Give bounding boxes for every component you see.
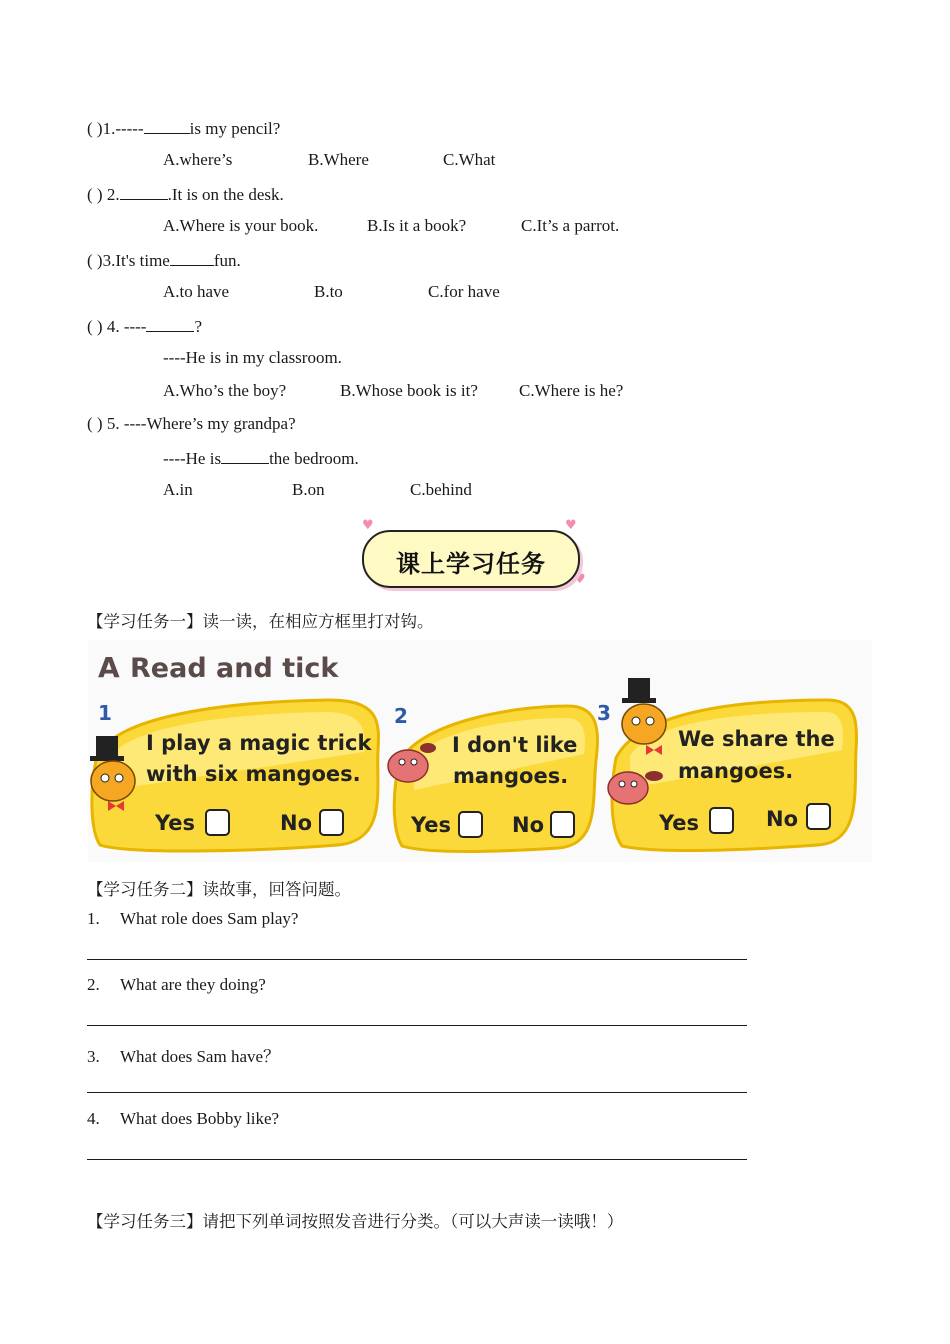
no-label: No [512, 813, 545, 837]
yes-label: Yes [659, 811, 700, 835]
dialogue-line: ----He is [163, 449, 222, 468]
fill-blank[interactable] [221, 447, 269, 464]
yes-label: Yes [155, 811, 196, 835]
heart-icon: ♥ [574, 572, 586, 587]
no-label: No [280, 811, 313, 835]
option-c[interactable]: C.It’s a parrot. [521, 216, 620, 235]
heart-icon: ♥ [565, 518, 577, 533]
task2-question-2 [87, 975, 266, 995]
task2-question-4 [87, 1109, 279, 1129]
read-and-tick-illustration [88, 640, 872, 862]
dialogue-line: ----He is in my classroom. [163, 348, 342, 367]
yes-checkbox[interactable] [206, 810, 229, 835]
answer-line[interactable] [87, 959, 747, 960]
question-stem-end: is my pencil? [189, 119, 281, 138]
panel-number: 3 [597, 701, 611, 725]
option-b[interactable]: B.Whose book is it? [340, 381, 478, 400]
no-checkbox[interactable] [807, 804, 830, 829]
answer-line[interactable] [87, 1025, 747, 1026]
section-badge [362, 530, 580, 588]
option-b[interactable]: B.to [314, 282, 343, 301]
option-b[interactable]: B.Where [308, 150, 369, 169]
panel-line2: mangoes. [678, 759, 794, 783]
answer-paren[interactable]: ( ) [87, 119, 103, 138]
yes-checkbox[interactable] [459, 812, 482, 837]
option-b[interactable]: B.on [292, 480, 325, 499]
task2-heading: 【学习任务二】读故事，回答问题。 [87, 880, 351, 899]
question-text: What does Sam have？ [120, 1047, 281, 1066]
option-c[interactable]: C.behind [410, 480, 472, 499]
question-number: 3. [87, 1047, 100, 1066]
option-a[interactable]: A.in [163, 480, 193, 499]
answer-line[interactable] [87, 1159, 747, 1160]
question-number: 4. [87, 1109, 100, 1128]
heart-icon: ♥ [362, 518, 374, 533]
question-text: What role does Sam play? [120, 909, 299, 928]
fill-blank[interactable] [146, 315, 194, 332]
option-a[interactable]: A.Who’s the boy? [163, 381, 287, 400]
question-stem-end: .It is on the desk. [167, 185, 284, 204]
question-text: What are they doing? [120, 975, 266, 994]
answer-paren[interactable]: ( ) [87, 251, 103, 270]
answer-line[interactable] [87, 1092, 747, 1093]
fill-blank[interactable] [144, 117, 190, 134]
task1-heading: 【学习任务一】读一读，在相应方框里打对钩。 [87, 612, 434, 631]
task2-question-1 [87, 909, 298, 929]
option-c[interactable]: C.What [443, 150, 496, 169]
question-stem-end: fun. [213, 251, 241, 270]
answer-paren[interactable]: ( ) [87, 414, 103, 433]
fill-blank[interactable] [120, 183, 168, 200]
panel-number: 1 [98, 701, 112, 725]
question-stem: 4. ---- [102, 317, 147, 336]
question-stem: 5. ----Where’s my grandpa? [102, 414, 296, 433]
question-stem: 3.It's time [102, 251, 170, 270]
answer-paren[interactable]: ( ) [87, 317, 103, 336]
question-text: What does Bobby like? [120, 1109, 280, 1128]
panel-line2: mangoes. [453, 764, 569, 788]
option-a[interactable]: A.to have [163, 282, 230, 301]
no-checkbox[interactable] [551, 812, 574, 837]
panel-line1: I don't like [452, 733, 578, 757]
panel-line1: I play a magic trick [146, 731, 372, 755]
task3-heading: 【学习任务三】请把下列单词按照发音进行分类。（可以大声读一读哦！） [87, 1212, 624, 1231]
question-stem: 2. [102, 185, 120, 204]
no-checkbox[interactable] [320, 810, 343, 835]
option-b[interactable]: B.Is it a book? [367, 216, 467, 235]
panel-line1: We share the [678, 727, 835, 751]
answer-paren[interactable]: ( ) [87, 185, 103, 204]
question-stem-end: ? [194, 317, 203, 336]
no-label: No [766, 807, 799, 831]
option-c[interactable]: C.for have [428, 282, 500, 301]
question-number: 2. [87, 975, 100, 994]
option-c[interactable]: C.Where is he? [519, 381, 624, 400]
fill-blank[interactable] [170, 249, 214, 266]
panel-number: 2 [394, 704, 408, 728]
question-stem: 1.----- [102, 119, 144, 138]
option-a[interactable]: A.Where is your book. [163, 216, 319, 235]
question-number: 1. [87, 909, 100, 928]
section-title: Read and tick [130, 653, 339, 684]
dialogue-line-end: the bedroom. [269, 449, 359, 468]
task2-question-3 [87, 1042, 280, 1067]
option-a[interactable]: A.where’s [163, 150, 233, 169]
badge-title: 课上学习任务 [396, 550, 546, 578]
yes-label: Yes [411, 813, 452, 837]
yes-checkbox[interactable] [710, 808, 733, 833]
section-letter: A [98, 651, 120, 684]
panel-line2: with six mangoes. [146, 762, 361, 786]
